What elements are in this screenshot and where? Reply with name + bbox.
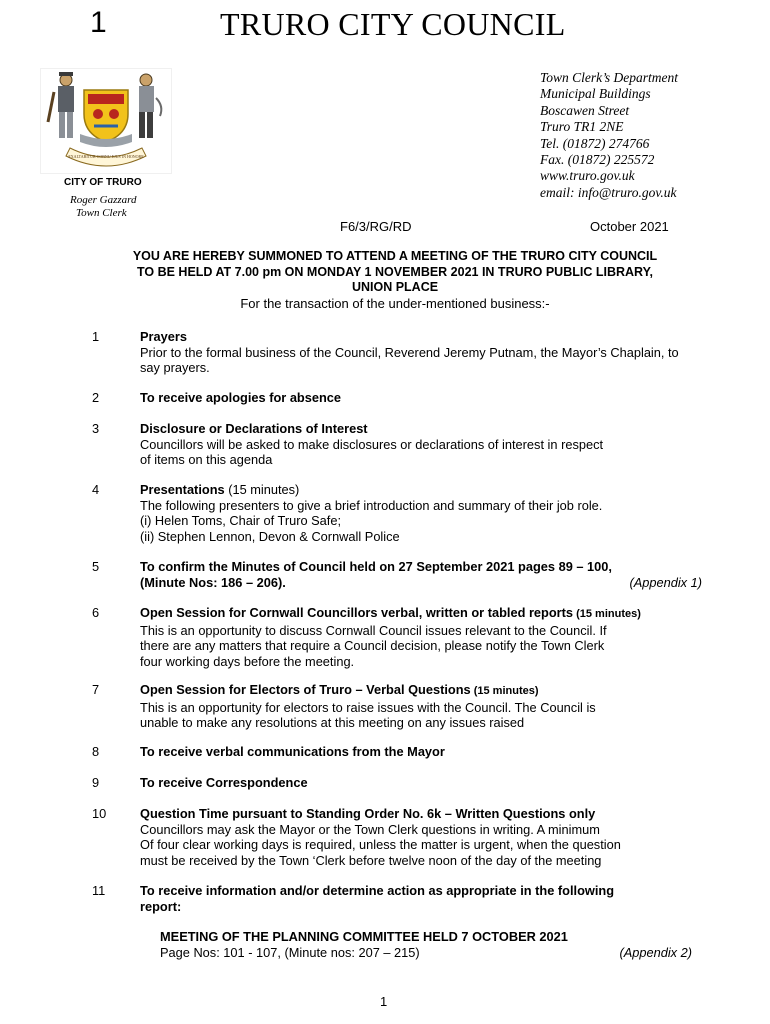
- item-number: 9: [92, 775, 100, 790]
- clerk-name: Roger Gazzard: [70, 194, 137, 206]
- item-number: 10: [92, 806, 107, 821]
- item-title: To confirm the Minutes of Council held on 27 September 2021 pages 89 – 100,: [140, 559, 612, 574]
- item-number: 6: [92, 605, 100, 620]
- planning-heading: MEETING OF THE PLANNING COMMITTEE HELD 7 OCTOBER 2021: [160, 929, 568, 944]
- council-title: TRURO CITY COUNCIL: [220, 6, 566, 42]
- page-number: 1: [380, 994, 388, 1009]
- item-title: Open Session for Cornwall Councillors verbal, written or tabled reports: [140, 605, 574, 620]
- reference-code: F6/3/RG/RD: [340, 219, 412, 234]
- crest-icon: [40, 68, 172, 174]
- item-line: there are any matters that require a Council decision, please notify the Town Clerk: [140, 638, 605, 654]
- item-number: 11: [92, 883, 106, 898]
- address-block: [540, 70, 678, 201]
- item-number: 1: [92, 329, 100, 344]
- address-line: Tel. (01872) 274766: [540, 135, 650, 151]
- address-line: Fax. (01872) 225572: [540, 152, 655, 168]
- summons-line: TO BE HELD AT 7.00 pm ON MONDAY 1 NOVEMBER 2021 IN TRURO PUBLIC LIBRARY,: [136, 264, 654, 279]
- address-line: Truro TR1 2NE: [540, 119, 624, 135]
- item-number: 5: [92, 559, 100, 574]
- item-title: To receive apologies for absence: [140, 390, 342, 405]
- item-title: Disclosure or Declarations of Interest: [140, 421, 368, 436]
- item-line: unable to make any resolutions at this meeting on any issues raised: [140, 715, 525, 731]
- item-title: To receive Correspondence: [140, 775, 308, 790]
- summons-line: UNION PLACE: [351, 280, 439, 294]
- item-line: The following presenters to give a brief introduction and summary of their job role.: [140, 497, 603, 513]
- email-link[interactable]: email: info@truro.gov.uk: [540, 184, 677, 200]
- planning-pages: Page Nos: 101 - 107, (Minute nos: 207 – 215): [160, 944, 420, 960]
- item-line: Of four clear working days is required, unless the matter is urgent, when the question: [140, 837, 621, 853]
- item-duration: (15 minutes): [224, 482, 300, 497]
- item-line: (i) Helen Toms, Chair of Truro Safe;: [140, 513, 342, 529]
- item-line: say prayers.: [140, 360, 210, 376]
- item-number: 4: [92, 482, 100, 497]
- summons-line: YOU ARE HEREBY SUMMONED TO ATTEND A MEETING OF THE TRURO CITY COUNCIL: [132, 249, 658, 263]
- planning-committee-report: [160, 929, 692, 960]
- summons-heading: [90, 249, 700, 296]
- appendix-ref: (Appendix 2): [619, 944, 692, 960]
- item-title: Prayers: [140, 329, 187, 344]
- item-title-cont: (Minute Nos: 186 – 206).: [140, 574, 286, 590]
- appendix-ref: (Appendix 1): [629, 574, 702, 590]
- clerk-title: Town Clerk: [76, 207, 127, 219]
- item-duration: (15 minutes): [573, 608, 641, 620]
- city-crest-logo: [40, 68, 172, 174]
- item-line: of items on this agenda: [140, 452, 273, 468]
- item-number: 2: [92, 390, 100, 405]
- item-line: This is an opportunity for electors to raise issues with the Council. The Council is: [140, 699, 596, 715]
- item-number: 8: [92, 744, 100, 759]
- crest-caption: CITY OF TRURO: [64, 177, 142, 188]
- address-line: Town Clerk’s Department: [540, 70, 679, 85]
- item-title: To receive information and/or determine action as appropriate in the following: [140, 883, 615, 898]
- item-title: Presentations: [140, 482, 225, 497]
- website-link[interactable]: www.truro.gov.uk: [540, 168, 635, 184]
- address-line: Municipal Buildings: [540, 86, 651, 102]
- item-line: Prior to the formal business of the Council, Reverend Jeremy Putnam, the Mayor’s Chaplain, to: [140, 344, 679, 360]
- item-duration: (15 minutes): [470, 685, 539, 697]
- item-title: Question Time pursuant to Standing Order No. 6k – Written Questions only: [140, 806, 596, 821]
- item-title: Open Session for Electors of Truro – Verbal Questions: [140, 682, 471, 697]
- item-line: Councillors will be asked to make disclosures or declarations of interest in respect: [140, 436, 604, 452]
- item-line: must be received by the Town ‘Clerk before twelve noon of the day of the meeting: [140, 852, 602, 868]
- item-number: 7: [92, 682, 100, 697]
- item-line: (ii) Stephen Lennon, Devon & Cornwall Police: [140, 528, 400, 544]
- summons-subline: For the transaction of the under-mentioned business:-: [240, 296, 550, 311]
- address-line: Boscawen Street: [540, 102, 630, 118]
- clerk-signature: [70, 194, 137, 220]
- svg-text:EXALTABITUR CORNU EJUS IN HONO: EXALTABITUR CORNU EJUS IN HONORE: [68, 154, 144, 159]
- item-number: 3: [92, 421, 100, 436]
- item-title: To receive verbal communications from the Mayor: [140, 744, 445, 759]
- item-line: This is an opportunity to discuss Cornwall Council issues relevant to the Council. If: [140, 622, 607, 638]
- item-title-cont: report:: [140, 898, 182, 914]
- item-line: four working days before the meeting.: [140, 653, 355, 669]
- page-corner-number: 1: [90, 6, 107, 39]
- item-line: Councillors may ask the Mayor or the Town Clerk questions in writing. A minimum: [140, 821, 600, 837]
- document-date: October 2021: [590, 219, 669, 234]
